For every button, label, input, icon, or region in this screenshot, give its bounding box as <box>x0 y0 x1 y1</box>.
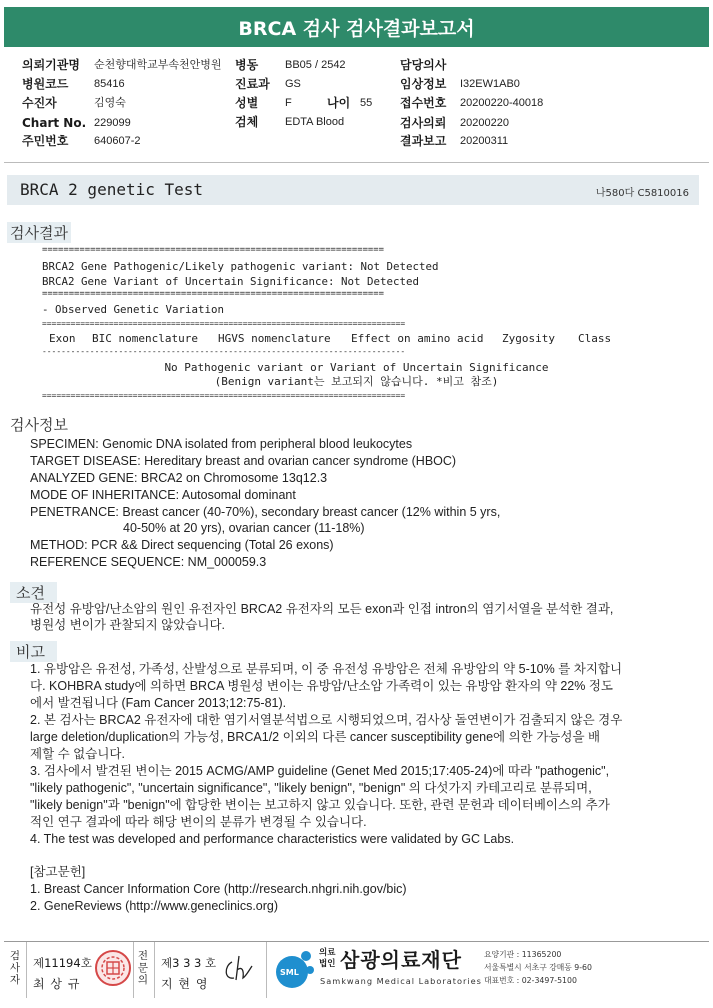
remark-line: 에서 발견됩니다 (Fam Cancer 2013;12:75-81). <box>30 696 287 710</box>
remark-line: 제할 수 없습니다. <box>30 747 125 761</box>
chart-value: 229099 <box>94 117 131 129</box>
remark-line: "likely pathogenic", "uncertain significance", "likely benign", "benign" 의 다섯가지 카테고리로 분류되며, <box>30 781 592 795</box>
gene-line: ANALYZED GENE: BRCA2 on Chromosome 13q12.3 <box>30 471 328 485</box>
id-value: 640607-2 <box>94 135 141 147</box>
ward-value: BB05 / 2542 <box>285 59 346 71</box>
tester-name: 최 상 규 <box>33 977 81 991</box>
findings-line: 병원성 변이가 관찰되지 않았습니다. <box>30 618 226 632</box>
remarks-heading: 비고 <box>10 641 57 662</box>
info-heading: 검사정보 <box>10 416 68 434</box>
remark-line: 다. KOHBRA study에 의하면 BRCA 병원성 변이는 유방암/난소암 가족력이 있는 유방암 환자의 약 22% 정도 <box>30 679 614 693</box>
report-value: 20200311 <box>460 135 509 147</box>
table-rule: ============================================================================ <box>42 319 406 328</box>
department-value: GS <box>285 78 301 90</box>
test-code: 나580다 C5810016 <box>595 188 689 199</box>
org-contact-line: 대표번호 : 02-3497-5100 <box>484 976 577 985</box>
clinical-value: I32EW1AB0 <box>460 78 520 90</box>
tester-label: 검사자 <box>9 950 21 986</box>
org-contact <box>484 948 592 987</box>
institution-label: 의뢰기관명 <box>22 58 80 72</box>
col-effect: Effect on amino acid <box>351 332 484 345</box>
mode-line: MODE OF INHERITANCE: Autosomal dominant <box>30 488 296 502</box>
specimen-line: SPECIMEN: Genomic DNA isolated from peripheral blood leukocytes <box>30 437 413 451</box>
penetrance-line: PENETRANCE: Breast cancer (40-70%), secondary breast cancer (12% within 5 yrs, <box>30 505 501 519</box>
logo-text: SML <box>280 968 299 977</box>
expert-name: 지 현 영 <box>161 977 209 991</box>
patient-label: 수진자 <box>22 96 57 110</box>
remark-line: 3. 검사에서 발견된 변이는 2015 ACMG/AMP guideline (Genet Med 2015;17:405-24)에 따라 "pathogenic", <box>30 764 610 778</box>
receipt-value: 20200220-40018 <box>460 97 544 109</box>
specimen-value: EDTA Blood <box>285 116 345 128</box>
target-line: TARGET DISEASE: Hereditary breast and ovarian cancer syndrome (HBOC) <box>30 454 457 468</box>
request-label: 검사의뢰 <box>400 116 447 130</box>
request-value: 20200220 <box>460 117 509 129</box>
specimen-label: 검체 <box>235 115 259 129</box>
age-label: 나이 <box>327 96 351 110</box>
signature-icon <box>222 952 258 986</box>
receipt-label: 접수번호 <box>400 96 447 110</box>
findings-line: 유전성 유방암/난소암의 원인 유전자인 BRCA2 유전자의 모든 exon과 인접 intron의 염기서열을 분석한 결과, <box>30 602 614 616</box>
result-pathogenic: BRCA2 Gene Pathogenic/Likely pathogenic variant: Not Detected <box>42 260 439 273</box>
sex-value: F <box>285 97 292 109</box>
findings-heading: 소견 <box>10 582 57 603</box>
no-variant-line: No Pathogenic variant or Variant of Uncertain Significance <box>164 361 549 374</box>
remark-line: 적인 연구 결과에 따라 해당 변이의 분류가 변경될 수 있습니다. <box>30 815 367 829</box>
table-rule: ============================================================================ <box>42 391 406 400</box>
patient-value: 김영숙 <box>94 97 126 109</box>
clinical-label: 임상정보 <box>400 77 447 91</box>
ward-label: 병동 <box>235 58 259 72</box>
remark-line: 2. 본 검사는 BRCA2 유전자에 대한 염기서열분석법으로 시행되었으며, 검사상 돌연변이가 검출되지 않은 경우 <box>30 713 623 727</box>
table-dash-rule: ---------------------------------------------------------------------------- <box>42 347 406 356</box>
hospital-code-value: 85416 <box>94 78 125 90</box>
remark-line: "likely benign"과 "benign"에 합당한 변이는 보고하지 않고 있습니다. 또한, 관련 문헌과 데이터베이스의 추가 <box>30 798 610 812</box>
tester-seal-icon <box>94 949 132 987</box>
reference-line: REFERENCE SEQUENCE: NM_000059.3 <box>30 555 267 569</box>
footer-divider <box>266 942 267 998</box>
result-rule: ================================================================ <box>42 245 384 255</box>
result-vus: BRCA2 Gene Variant of Uncertain Significance: Not Detected <box>42 275 420 288</box>
col-zygosity: Zygosity <box>502 332 555 345</box>
reference-item: 1. Breast Cancer Information Core (http://research.nhgri.nih.gov/bic) <box>30 882 407 896</box>
id-label: 주민번호 <box>22 134 69 148</box>
test-title: BRCA 2 genetic Test <box>20 180 204 199</box>
col-hgvs: HGVS nomenclature <box>218 332 331 345</box>
report-label: 결과보고 <box>400 134 447 148</box>
col-class: Class <box>578 332 612 345</box>
expert-label: 전문의 <box>137 950 149 986</box>
tester-license: 제11194호 <box>33 956 92 970</box>
remark-line: large deletion/duplication의 가능성, BRCA1/2 이외의 다른 cancer susceptibility gene에 의한 가능성을 배 <box>30 730 601 744</box>
col-bic: BIC nomenclature <box>92 332 198 345</box>
result-rule: ================================================================ <box>42 289 384 299</box>
reference-item: 2. GeneReviews (http://www.geneclinics.org) <box>30 899 279 913</box>
penetrance-line-cont: 40-50% at 20 yrs), ovarian cancer (11-18%) <box>123 521 365 535</box>
doctor-label: 담당의사 <box>400 58 447 72</box>
remark-line: 1. 유방암은 유전성, 가족성, 산발성으로 분류되며, 이 중 유전성 유방암은 전체 유방암의 약 5-10% 를 차지합니 <box>30 662 623 676</box>
org-tag-bottom: 법인 <box>319 959 336 969</box>
references-heading: [참고문헌] <box>30 865 86 879</box>
org-name: 삼광의료재단 <box>340 948 462 972</box>
org-contact-line: 요양기관 : 11365200 <box>484 950 562 959</box>
benign-note: (Benign variant는 보고되지 않습니다. *비고 참조) <box>214 375 499 388</box>
org-tag-top: 의료 <box>319 948 336 958</box>
col-exon: Exon <box>49 332 76 345</box>
result-heading: 검사결과 <box>7 222 71 243</box>
org-tag <box>319 948 335 970</box>
method-line: METHOD: PCR && Direct sequencing (Total 26 exons) <box>30 538 334 552</box>
expert-license: 제3 3 3 호 <box>161 956 217 970</box>
org-name-en: Samkwang Medical Laboratories <box>320 976 482 986</box>
sex-label: 성별 <box>235 96 259 110</box>
age-value: 55 <box>360 97 373 109</box>
hospital-code-label: 병원코드 <box>22 77 69 91</box>
report-title: BRCA 검사 검사결과보고서 <box>238 18 475 40</box>
chart-label: Chart No. <box>22 116 87 130</box>
observed-heading: - Observed Genetic Variation <box>42 303 225 316</box>
remark-line: 4. The test was developed and performance characteristics were validated by GC Labs. <box>30 832 515 846</box>
org-contact-line: 서울특별시 서초구 강매동 9-60 <box>484 963 592 972</box>
institution-value: 순천향대학교부속천안병원 <box>94 59 222 71</box>
department-label: 진료과 <box>235 77 270 91</box>
